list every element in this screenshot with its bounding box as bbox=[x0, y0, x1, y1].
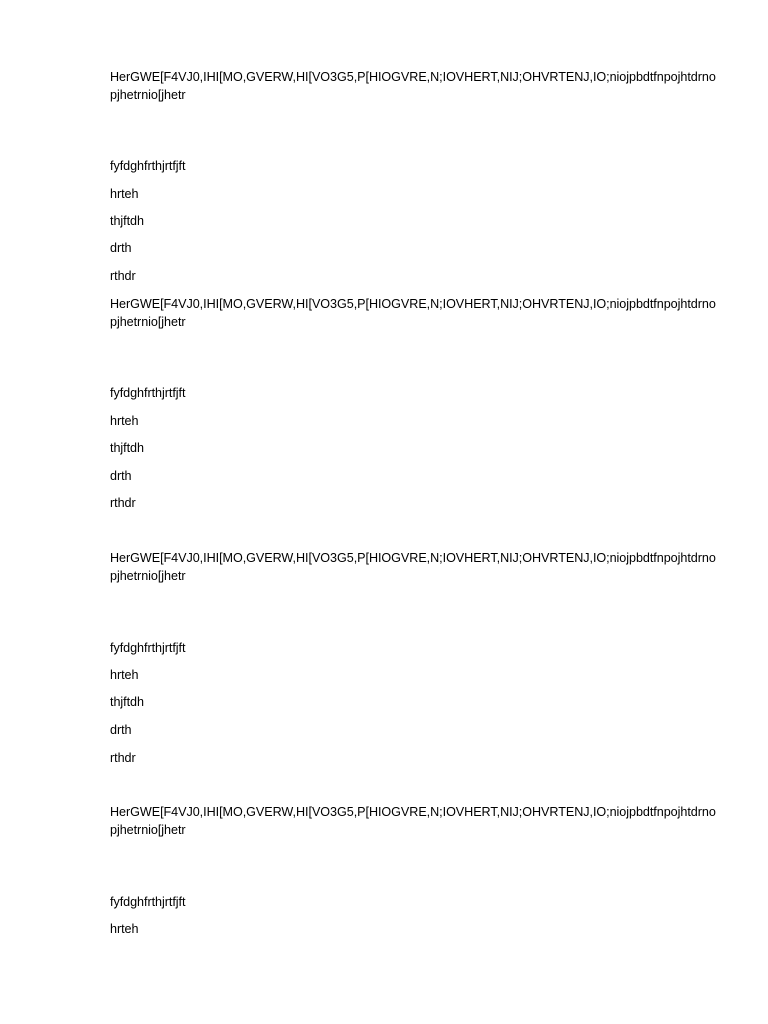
short-paragraph: rthdr bbox=[110, 751, 136, 765]
short-paragraph: fyfdghfrthjrtfjft bbox=[110, 159, 186, 173]
long-paragraph bbox=[110, 549, 716, 585]
short-paragraph: rthdr bbox=[110, 269, 136, 283]
short-paragraph: fyfdghfrthjrtfjft bbox=[110, 895, 186, 909]
short-paragraph: rthdr bbox=[110, 496, 136, 510]
paragraph-line: pjhetrnio[jhetr bbox=[110, 88, 186, 102]
short-paragraph: hrteh bbox=[110, 187, 139, 201]
short-paragraph: fyfdghfrthjrtfjft bbox=[110, 386, 186, 400]
short-paragraph: thjftdh bbox=[110, 214, 144, 228]
short-paragraph: hrteh bbox=[110, 414, 139, 428]
long-paragraph bbox=[110, 803, 716, 839]
short-paragraph: drth bbox=[110, 723, 132, 737]
short-paragraph: hrteh bbox=[110, 922, 139, 936]
paragraph-line: HerGWE[F4VJ0,IHI[MO,GVERW,HI[VO3G5,P[HIOGVRE,N;IOVHERT,NIJ;OHVRTENJ,IO;niojpbdtfnpojhtdrno bbox=[110, 551, 716, 565]
long-paragraph bbox=[110, 68, 716, 104]
short-paragraph: thjftdh bbox=[110, 441, 144, 455]
short-paragraph: fyfdghfrthjrtfjft bbox=[110, 641, 186, 655]
paragraph-line: pjhetrnio[jhetr bbox=[110, 569, 186, 583]
short-paragraph: hrteh bbox=[110, 668, 139, 682]
short-paragraph: drth bbox=[110, 241, 132, 255]
paragraph-line: pjhetrnio[jhetr bbox=[110, 823, 186, 837]
paragraph-line: HerGWE[F4VJ0,IHI[MO,GVERW,HI[VO3G5,P[HIOGVRE,N;IOVHERT,NIJ;OHVRTENJ,IO;niojpbdtfnpojhtdrno bbox=[110, 297, 716, 311]
paragraph-line: pjhetrnio[jhetr bbox=[110, 315, 186, 329]
long-paragraph bbox=[110, 295, 716, 331]
paragraph-line: HerGWE[F4VJ0,IHI[MO,GVERW,HI[VO3G5,P[HIOGVRE,N;IOVHERT,NIJ;OHVRTENJ,IO;niojpbdtfnpojhtdrno bbox=[110, 805, 716, 819]
short-paragraph: drth bbox=[110, 469, 132, 483]
short-paragraph: thjftdh bbox=[110, 695, 144, 709]
paragraph-line: HerGWE[F4VJ0,IHI[MO,GVERW,HI[VO3G5,P[HIOGVRE,N;IOVHERT,NIJ;OHVRTENJ,IO;niojpbdtfnpojhtdrno bbox=[110, 70, 716, 84]
